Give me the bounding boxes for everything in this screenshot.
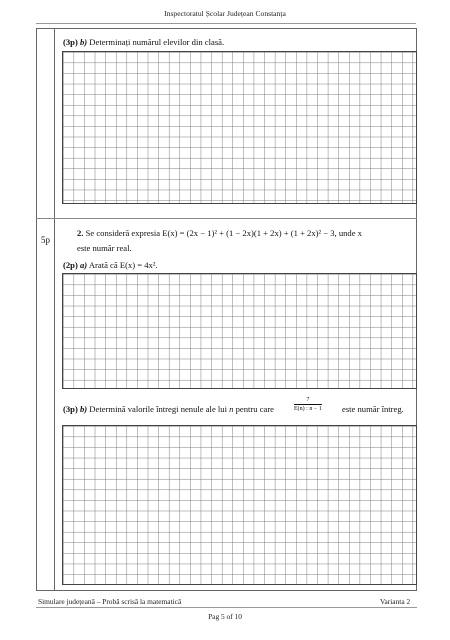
footer-left: Simulare județeană – Probă scrisă la matematică xyxy=(38,597,182,606)
item-1b-text xyxy=(63,37,224,47)
page-header: Inspectoratul Școlar Județean Constanța xyxy=(164,9,286,18)
header-rule xyxy=(36,23,416,24)
item-1b-points: (3p) xyxy=(63,37,78,47)
item-1b-label: b) xyxy=(79,37,88,47)
item-2a-text xyxy=(63,260,158,270)
fraction-denominator: E(n) : n − 1 xyxy=(294,406,322,412)
exercise-2-text: Se consideră expresia E(x) = (2x − 1)² + (1 − 2x)(1 + 2x) + (1 + 2x)² − 3, unde x xyxy=(85,228,362,238)
item-2b-fraction xyxy=(294,397,322,412)
exercise-2-score: 5p xyxy=(41,235,50,245)
answer-grid-2b[interactable] xyxy=(62,425,417,585)
item-2b-statement-before: Determină valorile întregi nenule ale lui xyxy=(89,404,227,414)
answer-grid-2a[interactable] xyxy=(62,273,417,389)
item-2a-statement: Arată că E(x) = 4x². xyxy=(88,260,158,270)
footer-rule xyxy=(36,607,417,608)
item-1b-statement: Determinați numărul elevilor din clasă. xyxy=(89,37,225,47)
fraction-numerator: 7 xyxy=(306,397,310,403)
item-2b-variable: n xyxy=(229,404,234,414)
item-2a-label: a) xyxy=(79,260,88,270)
exercise-2-statement xyxy=(77,228,362,238)
item-2b-text xyxy=(63,404,274,414)
item-2b-label: b) xyxy=(79,404,88,414)
answer-grid-1[interactable] xyxy=(62,51,417,204)
footer-right: Varianta 2 xyxy=(380,597,411,606)
exercise-2-text-cont: este număr real. xyxy=(77,243,132,253)
item-2b-points: (3p) xyxy=(63,404,78,414)
footer-page-number: Pag 5 of 10 xyxy=(208,612,242,621)
item-2b-statement-mid: pentru care xyxy=(235,404,275,414)
score-column-divider xyxy=(54,28,55,591)
item-2a-points: (2p) xyxy=(63,260,78,270)
exercise-separator xyxy=(36,218,417,219)
item-2b-statement-after: este număr întreg. xyxy=(342,404,404,414)
exercise-2-number: 2. xyxy=(77,228,84,238)
